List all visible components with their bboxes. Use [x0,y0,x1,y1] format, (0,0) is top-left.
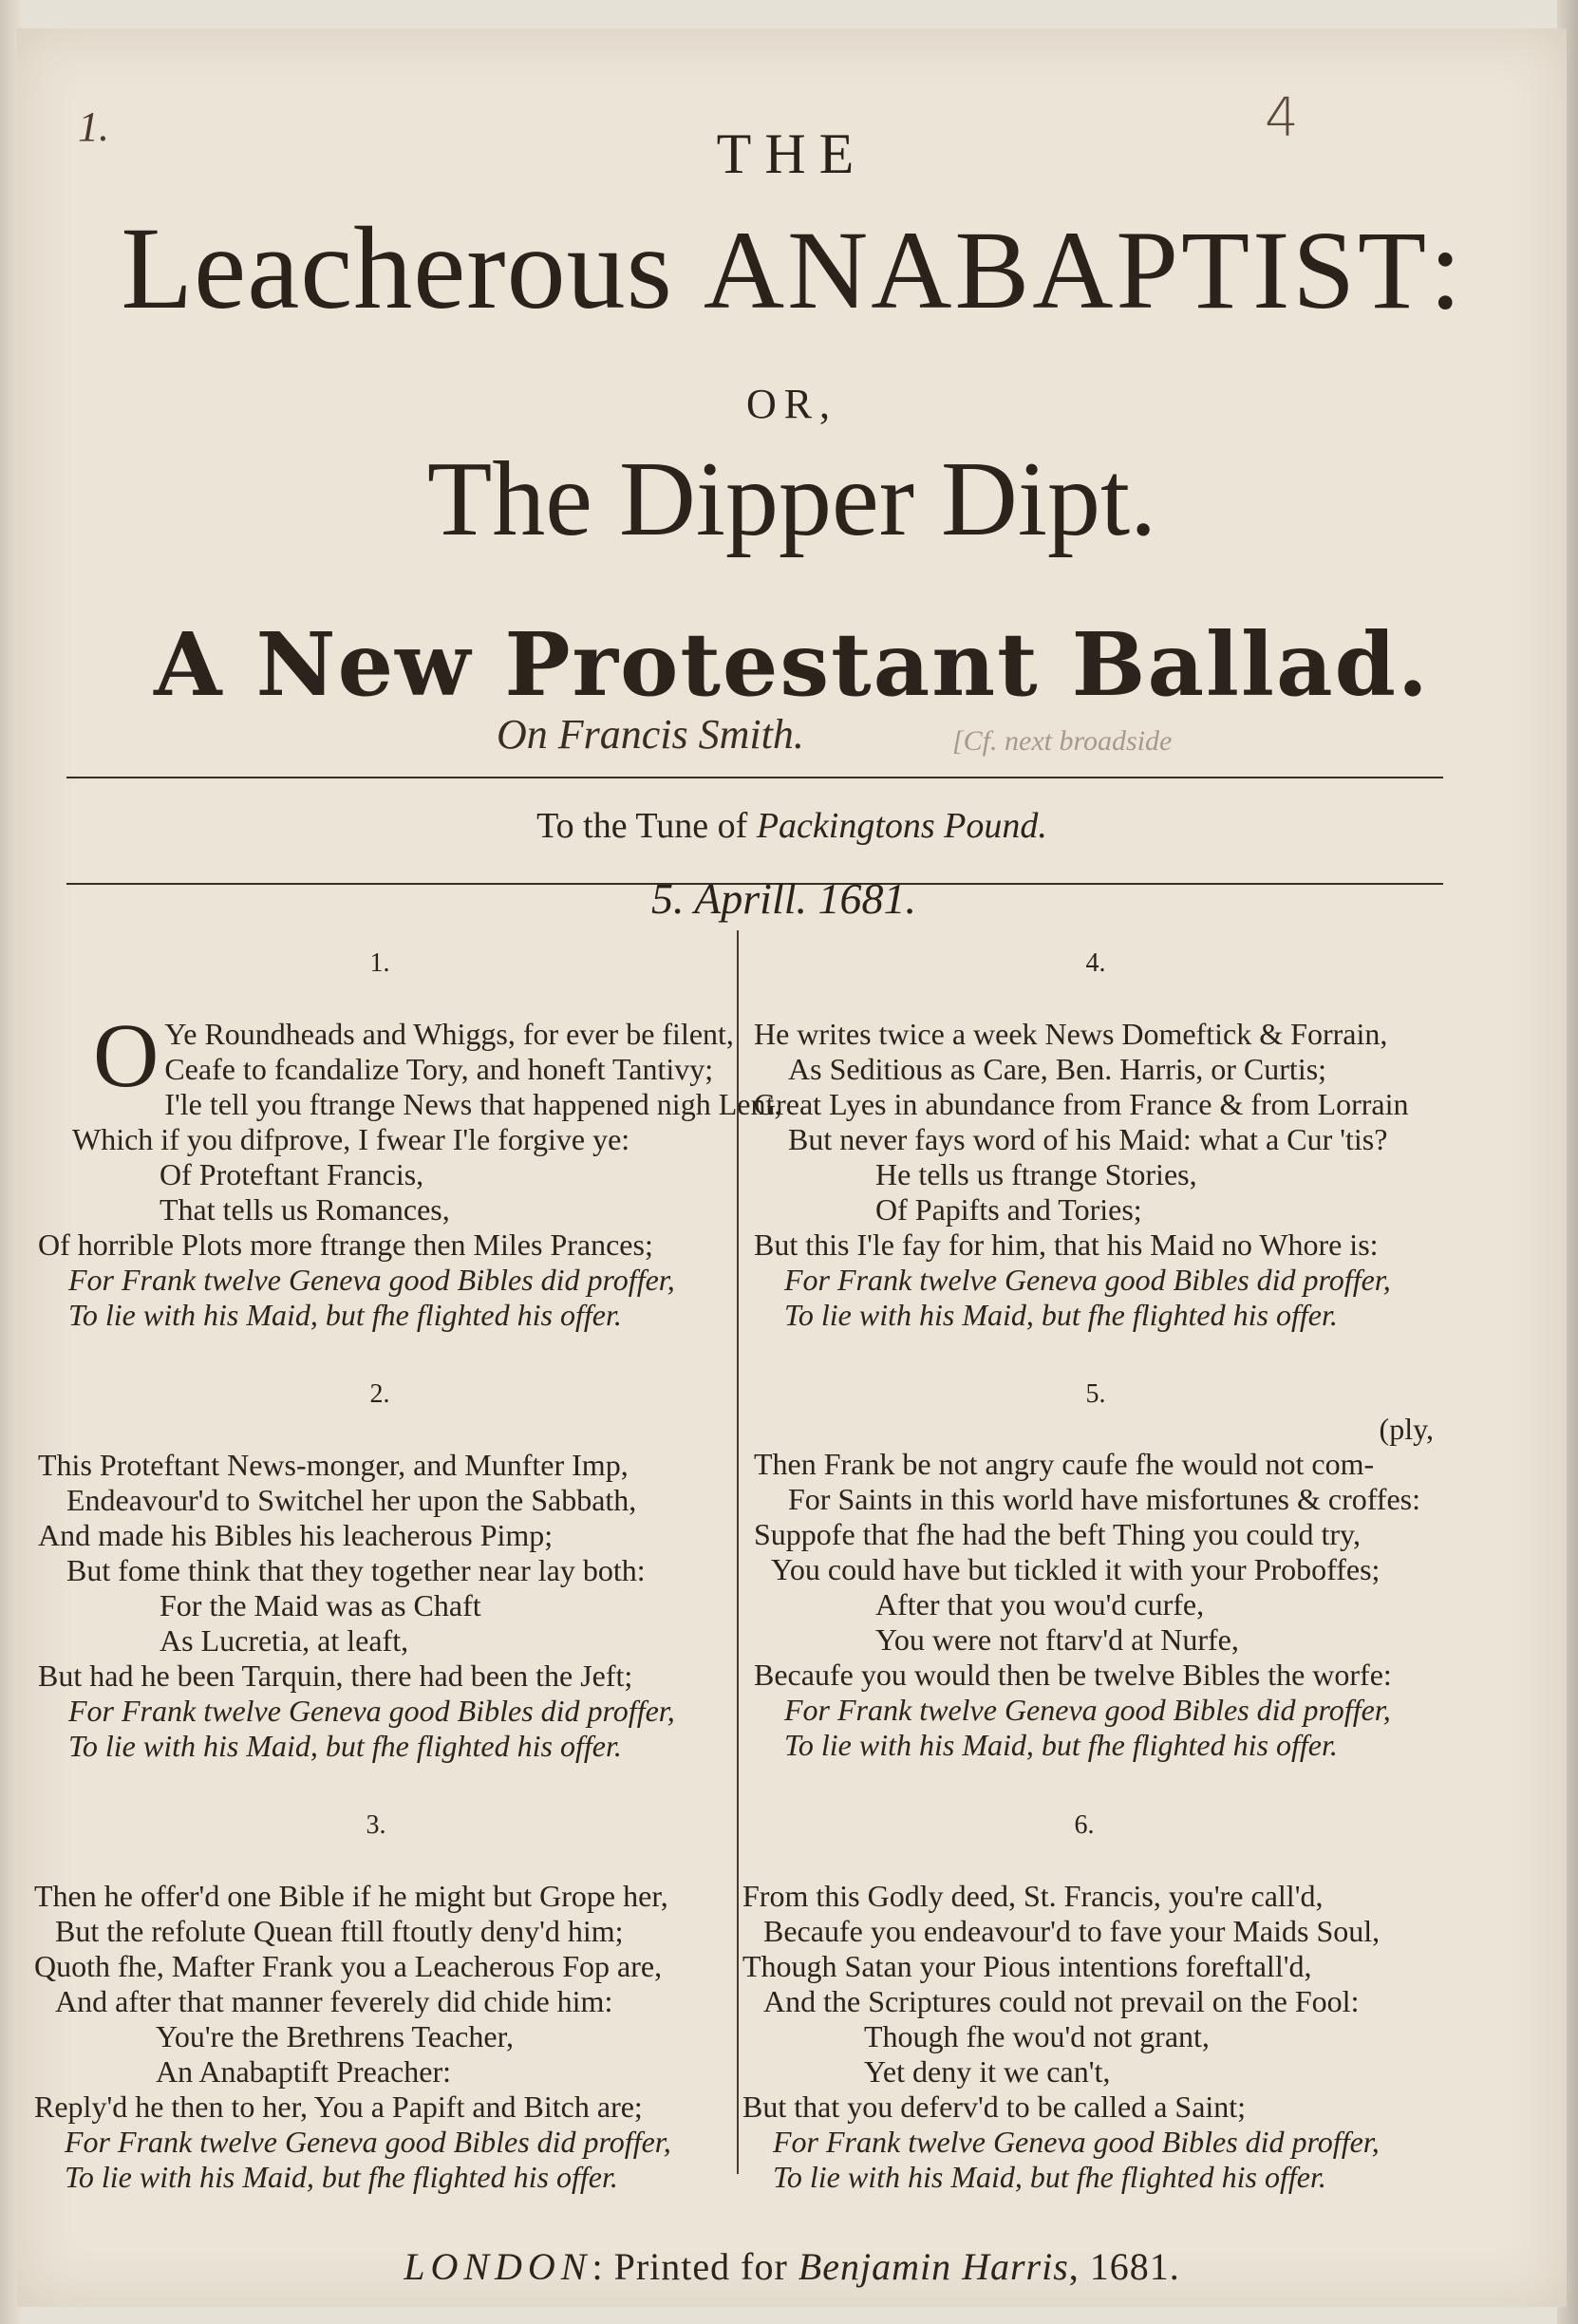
verse-line: Though fhe wou'd not grant, [864,2019,1210,2053]
verse-line: Great Lyes in abundance from France & from Lorrain [754,1087,1409,1121]
handwritten-mark-top-left: 1. [78,103,109,150]
verse-line: Becaufe you would then be twelve Bibles the worfe: [754,1658,1392,1692]
title-or: OR, [745,381,838,427]
verse-line: Quoth fhe, Mafter Frank you a Leacherous Fop are, [34,1949,663,1983]
broadside-sheet [17,28,1567,2307]
stanza-6 [742,1808,1426,2195]
title-main-suffix: : [1429,203,1463,333]
chorus-line: To lie with his Maid, but fhe flighted his offer. [65,2160,618,2194]
verse-line: You could have but tickled it with your Proboffes; [771,1552,1381,1586]
verse-line: Reply'd he then to her, You a Papift and Bitch are; [34,2090,643,2124]
verse-line: Becaufe you endeavour'd to fave your Maids Soul, [763,1914,1381,1948]
chorus-line: To lie with his Maid, but fhe flighted his offer. [68,1729,622,1763]
verse-line: Of Papifts and Tories; [875,1192,1142,1227]
handwritten-page-number: 4 [1265,87,1299,149]
stanza-4 [754,946,1437,1333]
verse-line: For the Maid was as Chaft [160,1588,481,1622]
verse-line: For Saints in this world have misfortunes & croffes: [788,1482,1420,1516]
verse-line: I'le tell you ftrange News that happened nigh Lent, [164,1087,782,1121]
chorus-line: To lie with his Maid, but fhe flighted his offer. [784,1728,1338,1762]
imprint [17,2244,1567,2289]
subtitle: The Dipper Dipt. [426,440,1157,558]
chorus-line: For Frank twelve Geneva good Bibles did proffer, [784,1693,1391,1727]
verse-line-continuation: (ply, [1379,1412,1434,1446]
verse-line: He tells us ftrange Stories, [875,1157,1197,1191]
verse-line: That tells us Romances, [160,1192,450,1227]
verse-line: But had he been Tarquin, there had been the Jeft; [38,1659,633,1693]
imprint-publisher: Benjamin Harris [798,2245,1069,2288]
verse-line: As Lucretia, at leaft, [160,1623,409,1658]
verse-line: And after that manner feverely did chide him: [55,1984,613,2018]
tune-line [17,805,1567,847]
chorus-line: To lie with his Maid, but fhe flighted his offer. [784,1298,1338,1332]
divider-rule-top [66,777,1443,778]
title-the: THE [716,122,868,185]
stanza-2 [38,1377,722,1764]
stanza-number: 5. [1085,1379,1106,1409]
drop-cap: O [93,1004,160,1106]
verse-line: As Seditious as Care, Ben. Harris, or Curtis; [788,1052,1327,1086]
verse-line: Which if you difprove, I fwear I'le forgive ye: [72,1122,630,1156]
stanza-5 [754,1377,1437,1763]
verse-line: Ceafe to fcandalize Tory, and honeft Tantivy; [164,1052,714,1086]
title-main-caps: ANABAPTIST [703,208,1430,332]
verse-line: Though Satan your Pious intentions foreftall'd, [742,1949,1312,1983]
stanza-number: 6. [1074,1810,1095,1840]
chorus-line: To lie with his Maid, but fhe flighted his offer. [68,1298,622,1332]
verse-line: An Anabaptift Preacher: [156,2054,451,2089]
verse-line: Suppofe that fhe had the beft Thing you could try, [754,1517,1361,1551]
handwritten-subject: On Francis Smith. [497,711,804,758]
verse-line: Endeavour'd to Switchel her upon the Sabbath, [66,1483,637,1517]
verse-line: Of horrible Plots more ftrange then Miles Prances; [38,1228,653,1262]
verse-line: But the refolute Quean ftill ftoutly deny'd him; [55,1914,624,1948]
chorus-line: For Frank twelve Geneva good Bibles did proffer, [773,2125,1380,2159]
chorus-line: For Frank twelve Geneva good Bibles did proffer, [65,2125,671,2159]
verse-line: Then he offer'd one Bible if he might but Grope her, [34,1879,668,1913]
stanza-number: 3. [366,1810,386,1840]
verse-line: You're the Brethrens Teacher, [156,2019,514,2053]
imprint-place: LONDON [404,2245,592,2288]
verse-line: But never fays word of his Maid: what a Cur 'tis? [788,1122,1388,1156]
verse-line: Then Frank be not angry caufe fhe would not com- [754,1447,1375,1481]
stanza-number: 2. [369,1379,390,1409]
verse-line: And made his Bibles his leacherous Pimp; [38,1518,554,1552]
stanza-number: 1. [369,948,390,978]
verse-line: But fome think that they together near lay both: [66,1553,646,1587]
tune-prefix: To the Tune of [536,806,757,846]
verse-line: And the Scriptures could not prevail on the Fool: [763,1984,1360,2018]
stanza-3 [34,1808,718,2195]
verse-line: Yet deny it we can't, [864,2054,1111,2089]
tune-name: Packingtons Pound. [756,806,1047,846]
stanza-1 [38,946,782,1333]
verse-line: He writes twice a week News Domeftick & Forrain, [754,1017,1388,1051]
title-main [17,201,1567,336]
chorus-line: For Frank twelve Geneva good Bibles did proffer, [68,1263,675,1297]
verse-line: Of Proteftant Francis, [160,1157,424,1191]
handwritten-note: [Cf. next broadside [952,725,1173,757]
handwritten-date: 5. Aprill. 1681. [651,874,917,923]
chorus-line: To lie with his Maid, but fhe flighted his offer. [773,2160,1326,2194]
verse-line: But this I'le fay for him, that his Maid no Whore is: [754,1228,1379,1262]
verse-line: You were not ftarv'd at Nurfe, [875,1622,1239,1657]
verse-line: From this Godly deed, St. Francis, you're call'd, [742,1879,1324,1913]
verse-line: After that you wou'd curfe, [875,1587,1205,1621]
imprint-text: : Printed for [592,2245,798,2288]
verse-line: This Proteftant News-monger, and Munfter Imp, [38,1448,629,1482]
imprint-year: , 1681. [1068,2245,1180,2288]
title-main-prefix: Leacherous [121,203,704,333]
verse-line: O Ye Roundheads and Whiggs, for ever be filent, [93,1004,734,1106]
ballad-heading: A New Protestant Ballad. [154,613,1430,716]
verse-line: But that you deferv'd to be called a Saint; [742,2090,1247,2124]
chorus-line: For Frank twelve Geneva good Bibles did proffer, [784,1263,1391,1297]
stanza-number: 4. [1085,948,1106,978]
chorus-line: For Frank twelve Geneva good Bibles did proffer, [68,1694,675,1728]
